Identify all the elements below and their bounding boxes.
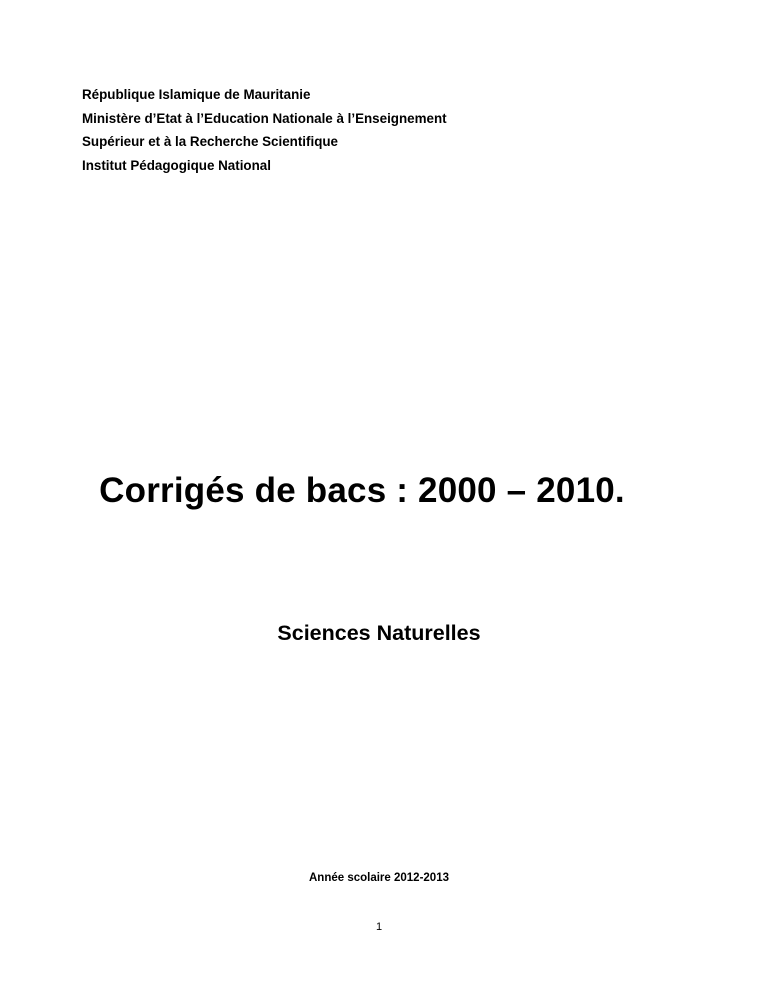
header-institute-line: Institut Pédagogique National: [82, 157, 271, 173]
school-year: Année scolaire 2012-2013: [308, 872, 449, 884]
document-title: Corrigés de bacs : 2000 – 2010.: [99, 471, 625, 510]
header-country-line: République Islamique de Mauritanie: [82, 87, 311, 102]
institution-header: [82, 83, 682, 177]
document-subject: Sciences Naturelles: [277, 621, 481, 645]
page-number: 1: [375, 921, 383, 933]
header-ministry-continuation-line: Supérieur et à la Recherche Scientifique: [82, 134, 338, 149]
header-ministry-line: Ministère d’Etat à l’Education Nationale à l’Enseignement: [82, 110, 447, 126]
